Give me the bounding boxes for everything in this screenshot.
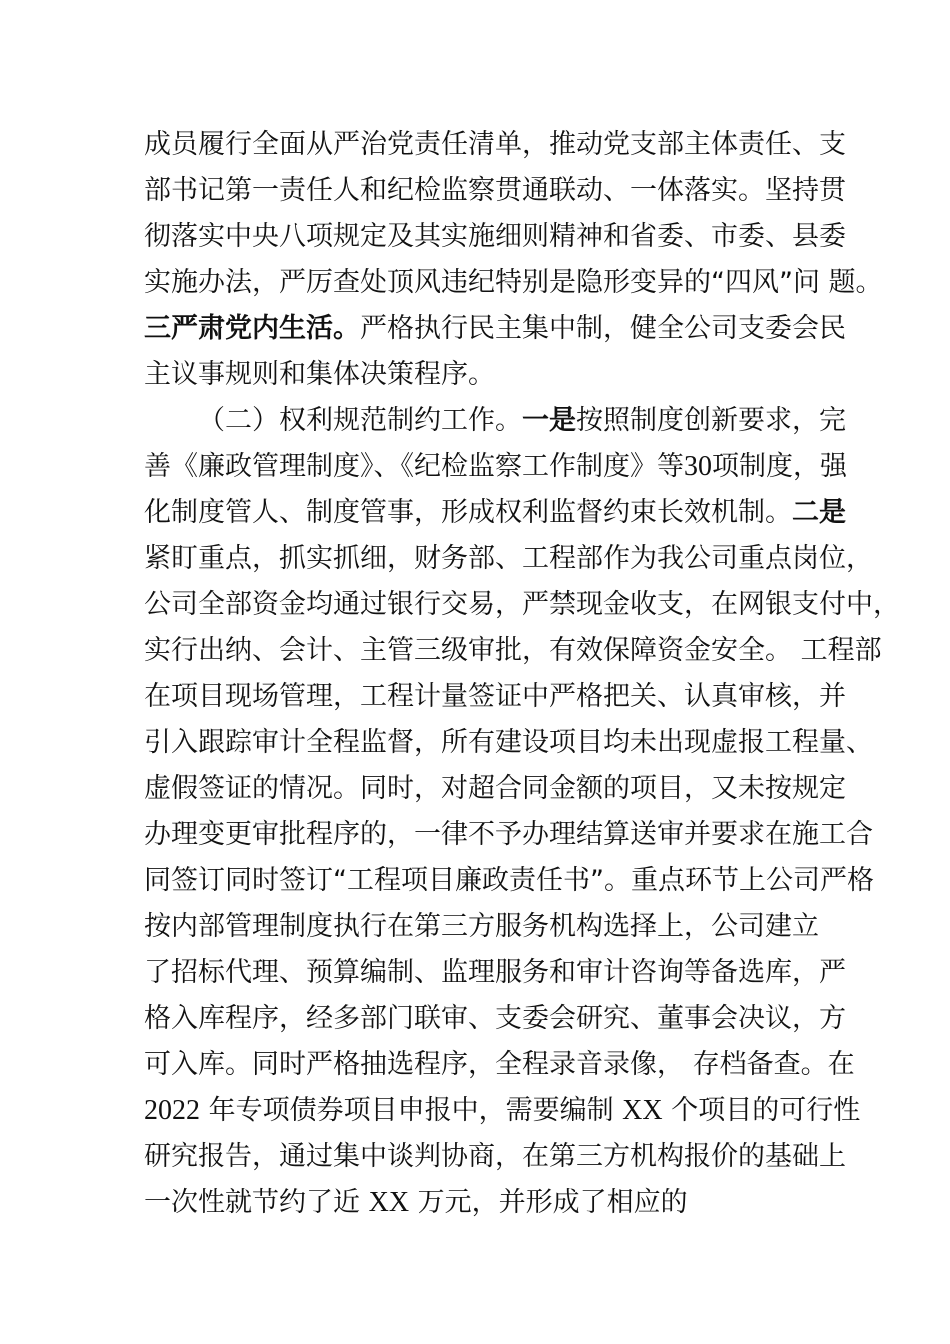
text-segment: 按内部管理制度执行在第三方服务机构选择上，公司建立 [144,911,819,942]
text-segment: 个项目的可行性 [662,1095,861,1126]
text-segment: （二）权利规范制约工作。 [198,405,522,436]
text-line [144,122,846,168]
text-segment: 项制度，强 [712,451,847,482]
bold-text-segment: 三严肃党内生活。 [144,313,360,344]
text-segment: 公司全部资金均通过银行交易，严禁现金收支，在网银支付中， [144,589,900,620]
text-segment: 30 [684,451,712,482]
text-segment: 2022 [144,1095,200,1126]
text-segment: 研究报告，通过集中谈判协商，在第三方机构报价的基础上 [144,1141,846,1172]
text-segment: 在项目现场管理，工程计量签证中严格把关、认真审核，并 [144,681,846,712]
text-segment: 万元，并形成了相应的 [409,1187,688,1218]
text-segment: 紧盯重点，抓实抓细，财务部、工程部作为我公司重点岗位， [144,543,873,574]
text-line [144,490,846,536]
text-segment: 实施办法，严厉查处顶风违纪特别是隐形变异的“四风”问 题。 [144,267,883,298]
text-line [144,582,900,628]
text-segment: 善《廉政管理制度》、《纪检监察工作制度》等 [144,451,684,482]
text-segment: 了招标代理、预算编制、监理服务和审计咨询等备选库，严 [144,957,846,988]
text-line [144,536,873,582]
text-segment: 一次性就节约了近 [144,1187,369,1218]
text-line [144,444,847,490]
text-segment: 办理变更审批程序的，一律不予办理结算送审并要求在施工合 [144,819,873,850]
body-text [144,122,900,1226]
text-line [144,812,873,858]
text-line [144,766,846,812]
text-segment: XX [622,1095,663,1126]
text-segment: 化制度管人、制度管事，形成权利监督约束长效机制。 [144,497,792,528]
text-line [144,260,883,306]
text-line [144,720,873,766]
text-segment: 格入库程序，经多部门联审、支委会研究、董事会决议，方 [144,1003,846,1034]
bold-text-segment: 一是 [522,405,576,436]
text-line [144,168,846,214]
text-segment: 引入跟踪审计全程监督，所有建设项目均未出现虚报工程量、 [144,727,873,758]
text-line [144,1042,855,1088]
text-line [144,306,846,352]
text-segment: 可入库。同时严格抽选程序，全程录音录像， 存档备查。在 [144,1049,855,1080]
text-line [144,904,834,950]
text-line [144,996,846,1042]
text-line [144,214,846,260]
text-line [144,628,882,674]
text-line [144,352,834,398]
text-line [144,1134,846,1180]
bold-text-segment: 二是 [792,497,846,528]
text-line [144,858,874,904]
text-line [144,674,846,720]
text-line [144,1180,834,1226]
text-segment: 部书记第一责任人和纪检监察贯通联动、一体落实。坚持贯 [144,175,846,206]
text-segment: 实行出纳、会计、主管三级审批，有效保障资金安全。 工程部 [144,635,882,666]
text-segment: 年专项债券项目申报中，需要编制 [200,1095,623,1126]
text-segment: 严格执行民主集中制，健全公司支委会民 [360,313,846,344]
text-line [144,950,846,996]
text-line [144,398,846,444]
text-segment: XX [368,1187,410,1218]
text-segment: 主议事规则和集体决策程序。 [144,359,495,390]
text-line [144,1088,861,1134]
text-segment: 彻落实中央八项规定及其实施细则精神和省委、市委、县委 [144,221,846,252]
text-segment: 按照制度创新要求，完 [576,405,846,436]
text-segment: 同签订同时签订“工程项目廉政责任书”。重点环节上公司严格 [144,865,874,896]
text-segment: 虚假签证的情况。同时，对超合同金额的项目，又未按规定 [144,773,846,804]
text-segment: 成员履行全面从严治党责任清单，推动党支部主体责任、支 [144,129,846,160]
